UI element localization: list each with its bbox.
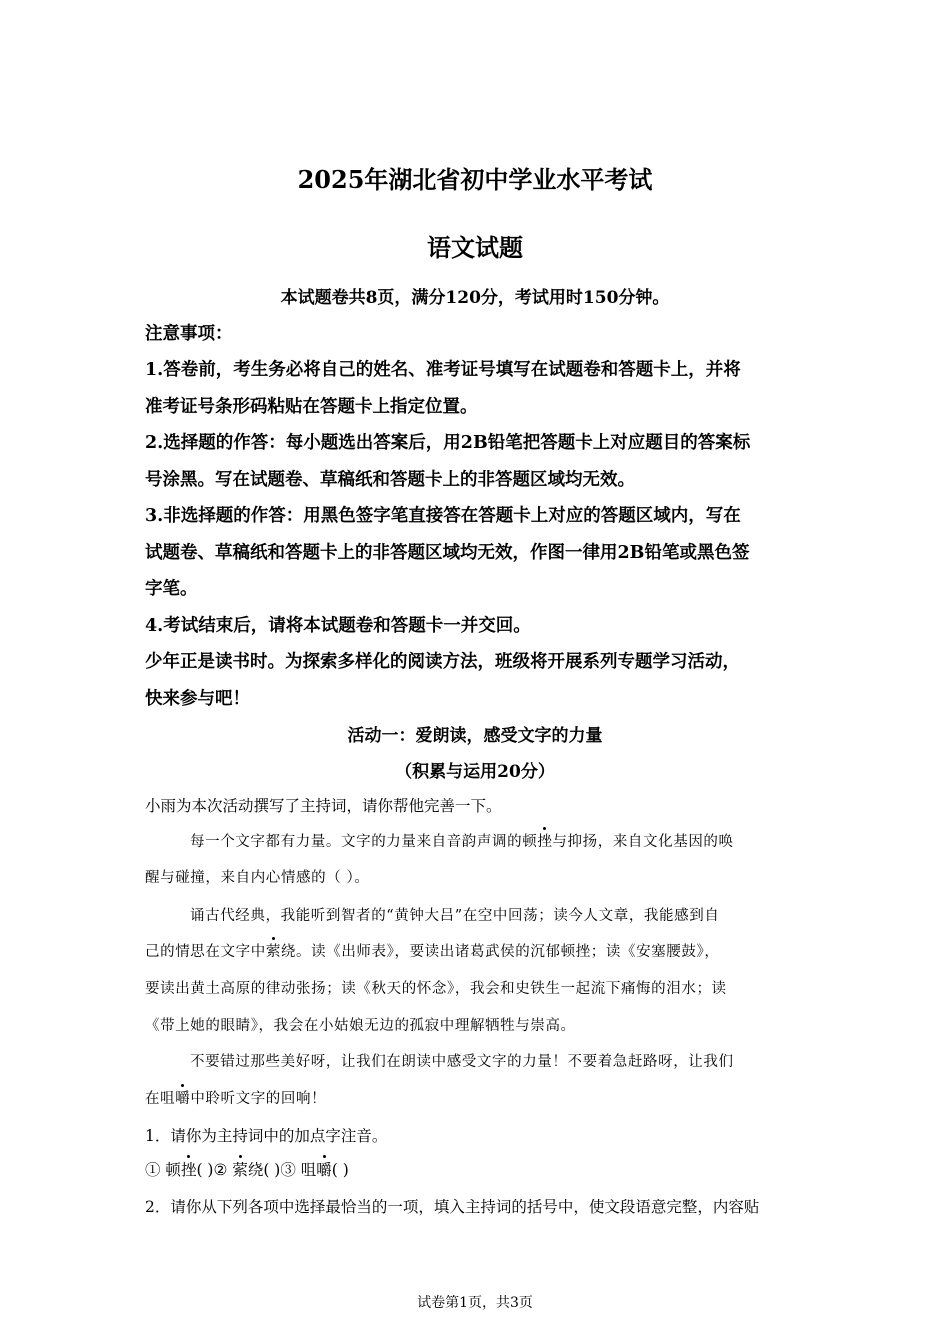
notice-line: 4.考试结束后，请将本试题卷和答题卡一并交回。 xyxy=(145,616,531,636)
activity-subtitle: （积累与运用20分） xyxy=(395,762,555,782)
intro-line: 快来参与吧！ xyxy=(145,689,250,709)
dotted-char: 萦 xyxy=(266,940,281,961)
dotted-char: 嚼 xyxy=(316,1158,332,1180)
question-1: 1．请你为主持词中的加点字注音。 xyxy=(145,1127,388,1145)
passage-line: 要读出黄土高原的律动张扬；读《秋天的怀念》，我会和史铁生一起流下痛悔的泪水；读 xyxy=(145,981,727,997)
dotted-char: 挫 xyxy=(537,830,552,851)
dotted-char: 萦 xyxy=(232,1158,248,1180)
notice-line: 字笔。 xyxy=(145,579,198,599)
intro-line: 少年正是读书时。为探索多样化的阅读方法，班级将开展系列专题学习活动， xyxy=(145,652,740,672)
notice-line: 号涂黑。写在试题卷、草稿纸和答题卡上的非答题区域均无效。 xyxy=(145,470,635,490)
notice-line: 准考证号条形码粘贴在答题卡上指定位置。 xyxy=(145,397,478,417)
notice-heading: 注意事项： xyxy=(145,324,233,344)
passage-line: 每一个文字都有力量。文字的力量来自音韵声调的顿挫与抑扬，来自文化基因的唤 xyxy=(190,830,734,851)
activity-lead: 小雨为本次活动撰写了主持词，请你帮他完善一下。 xyxy=(145,797,502,815)
notice-line: 1.答卷前，考生务必将自己的姓名、准考证号填写在试题卷和答题卡上，并将 xyxy=(145,360,741,380)
exam-title: 2025年湖北省初中学业水平考试 xyxy=(297,165,653,194)
notice-line: 3.非选择题的作答：用黑色签字笔直接答在答题卡上对应的答题区域内，写在 xyxy=(145,506,741,526)
exam-info: 本试题卷共8页，满分120分，考试用时150分钟。 xyxy=(280,288,670,308)
passage-line: 诵古代经典，我能听到智者的“黄钟大吕”在空中回荡；读今人文章，我能感到自 xyxy=(190,908,720,924)
passage-line: 醒与碰撞，来自内心情感的（ ）。 xyxy=(145,870,370,886)
dotted-char: 嚼 xyxy=(175,1087,190,1108)
question-2: 2．请你从下列各项中选择最恰当的一项，填入主持词的括号中，使文段语意完整，内容贴 xyxy=(145,1198,760,1216)
notice-line: 2.选择题的作答：每小题选出答案后，用2B铅笔把答题卡上对应题目的答案标 xyxy=(145,433,751,453)
exam-subtitle: 语文试题 xyxy=(427,233,523,262)
question-1-items: ① 顿挫( )② 萦绕( )③ 咀嚼( ) xyxy=(145,1158,349,1180)
page-footer: 试卷第1页，共3页 xyxy=(417,1295,533,1311)
passage-line: 《带上她的眼睛》，我会在小姑娘无边的孤寂中理解牺牲与崇高。 xyxy=(145,1018,576,1034)
passage-line: 在咀嚼中聆听文字的回响！ xyxy=(145,1087,326,1108)
activity-title: 活动一：爱朗读，感受文字的力量 xyxy=(347,726,603,746)
dotted-char: 挫 xyxy=(181,1158,197,1180)
passage-line: 不要错过那些美好呀，让我们在朗读中感受文字的力量！不要着急赶路呀，让我们 xyxy=(190,1054,734,1070)
passage-line: 己的情思在文字中萦绕。读《出师表》，要读出诸葛武侯的沉郁顿挫；读《安塞腰鼓》， xyxy=(145,940,719,961)
notice-line: 试题卷、草稿纸和答题卡上的非答题区域均无效，作图一律用2B铅笔或黑色签 xyxy=(145,543,750,563)
